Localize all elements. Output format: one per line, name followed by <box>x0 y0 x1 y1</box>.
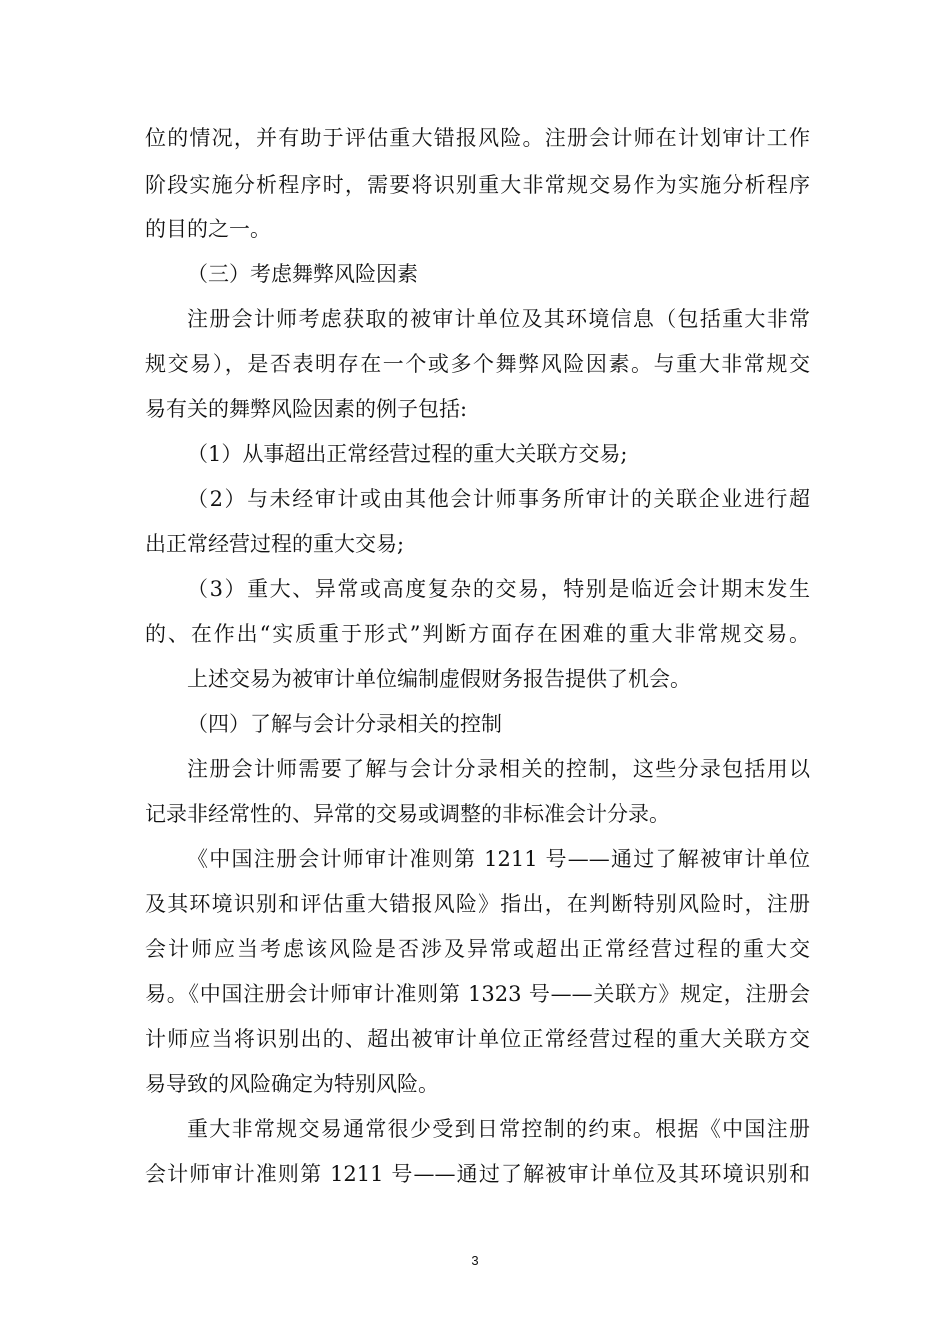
text-line: 上述交易为被审计单位编制虚假财务报告提供了机会。 <box>187 667 691 691</box>
list-item: （2）与未经审计或由其他会计师事务所审计的关联企业进行超 <box>187 487 810 511</box>
text-line: 会计师应当考虑该风险是否涉及异常或超出正常经营过程的重大交 <box>145 937 810 961</box>
section-heading: （三）考虑舞弊风险因素 <box>187 262 418 286</box>
text-line: 阶段实施分析程序时，需要将识别重大非常规交易作为实施分析程序 <box>145 173 810 197</box>
text-line: 的目的之一。 <box>145 217 271 241</box>
text-line: 易导致的风险确定为特别风险。 <box>145 1072 439 1096</box>
section-heading: （四）了解与会计分录相关的控制 <box>187 712 502 736</box>
page-number: 3 <box>471 1253 479 1268</box>
list-item: （3）重大、异常或高度复杂的交易，特别是临近会计期末发生 <box>187 577 810 601</box>
text-line: 易。《中国注册会计师审计准则第 1323 号——关联方》规定，注册会 <box>145 982 810 1006</box>
text-line: 规交易），是否表明存在一个或多个舞弊风险因素。与重大非常规交 <box>145 352 810 376</box>
text-line: 会计师审计准则第 1211 号——通过了解被审计单位及其环境识别和 <box>145 1162 810 1186</box>
text-line: 位的情况，并有助于评估重大错报风险。注册会计师在计划审计工作 <box>145 126 810 150</box>
text-line: 重大非常规交易通常很少受到日常控制的约束。根据《中国注册 <box>187 1117 810 1141</box>
list-item: （1）从事超出正常经营过程的重大关联方交易; <box>187 442 628 466</box>
text-line: 记录非经常性的、异常的交易或调整的非标准会计分录。 <box>145 802 670 826</box>
text-line: 注册会计师需要了解与会计分录相关的控制，这些分录包括用以 <box>187 757 810 781</box>
text-line: 的、在作出“实质重于形式”判断方面存在困难的重大非常规交易。 <box>145 622 810 646</box>
text-line: 及其环境识别和评估重大错报风险》指出，在判断特别风险时，注册 <box>145 892 810 916</box>
text-line: 《中国注册会计师审计准则第 1211 号——通过了解被审计单位 <box>187 847 810 871</box>
text-line: 计师应当将识别出的、超出被审计单位正常经营过程的重大关联方交 <box>145 1027 810 1051</box>
text-line: 注册会计师考虑获取的被审计单位及其环境信息（包括重大非常 <box>187 307 810 331</box>
text-line: 易有关的舞弊风险因素的例子包括: <box>145 397 468 421</box>
text-line: 出正常经营过程的重大交易; <box>145 532 405 556</box>
